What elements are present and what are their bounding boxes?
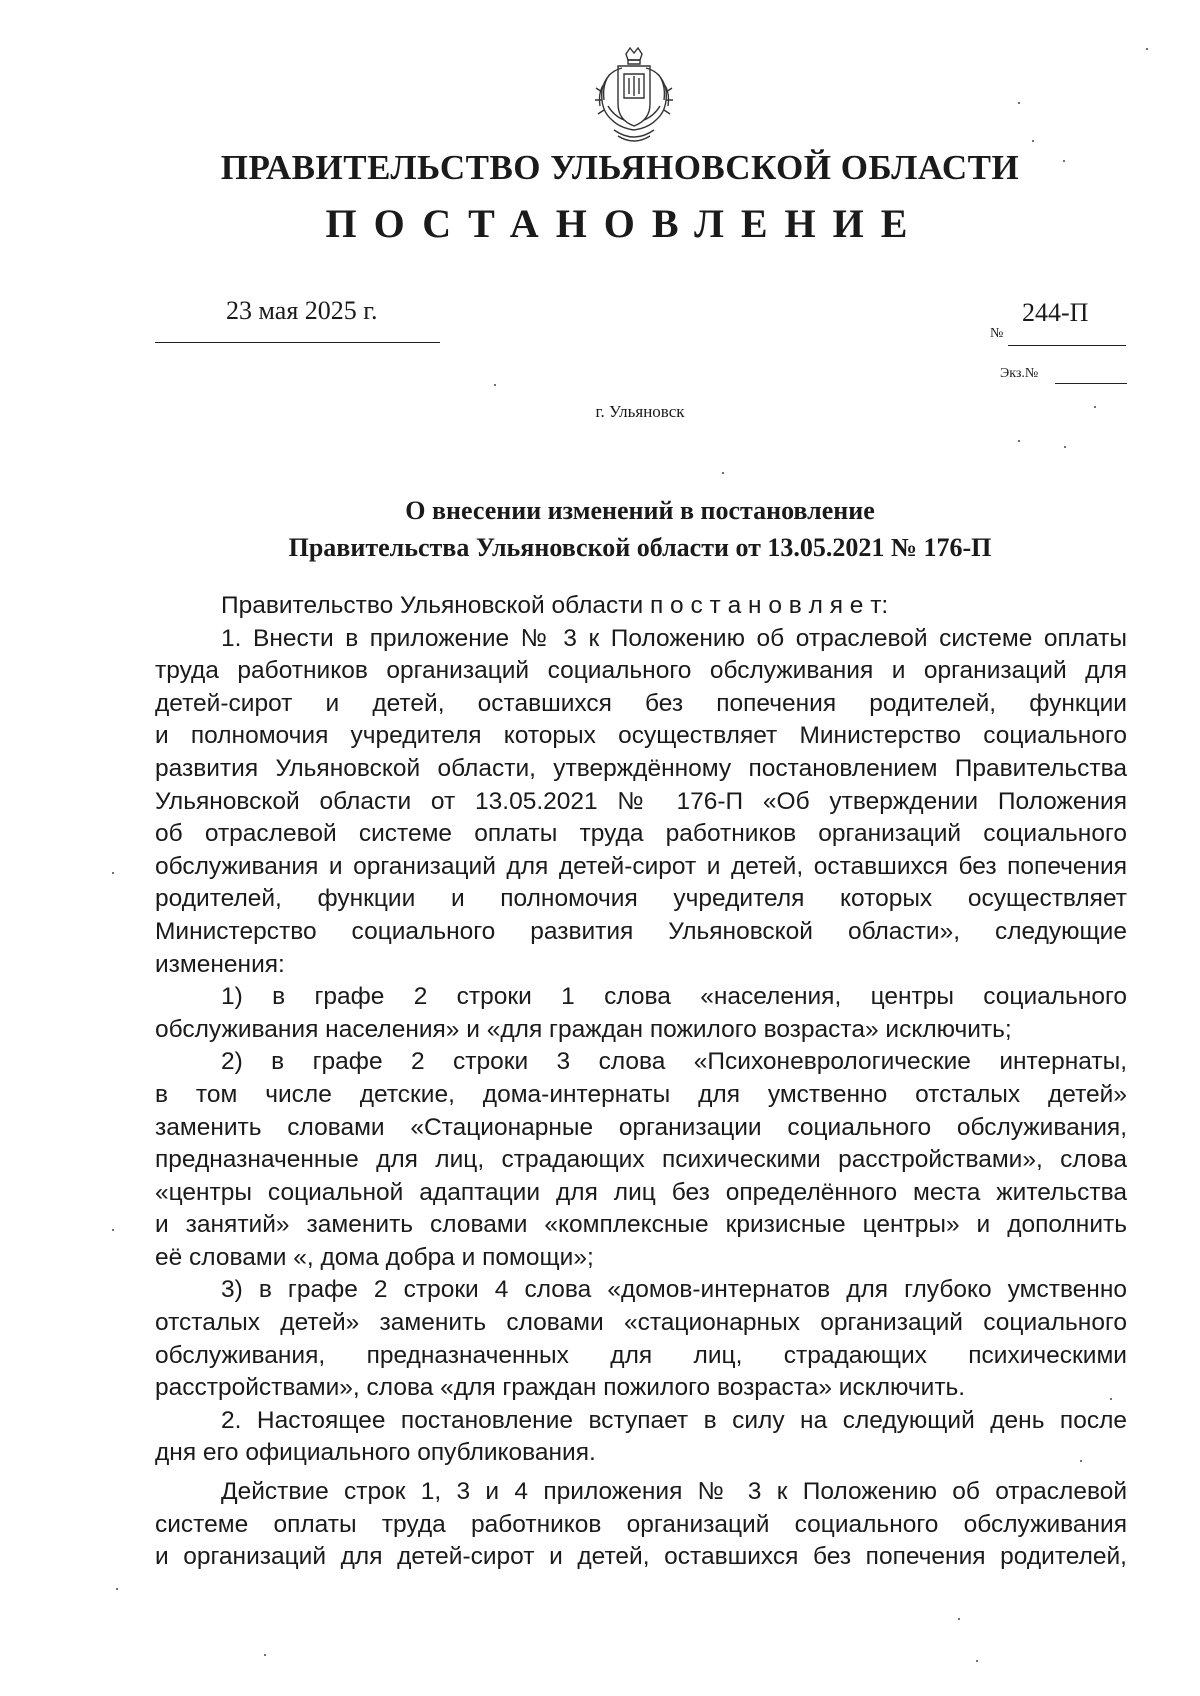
coat-of-arms-icon xyxy=(588,44,680,148)
scan-speck xyxy=(112,872,114,874)
paragraph-line: и организаций для детей-сирот и детей, оставшихся без попечения родителей, xyxy=(155,1543,1127,1571)
scan-speck xyxy=(1018,440,1020,442)
paragraph-line: 2) в графе 2 строки 3 слова «Психоневрологические интернаты, xyxy=(221,1048,1127,1076)
scan-speck xyxy=(116,1588,118,1590)
copy-number-underline xyxy=(1055,383,1127,384)
scan-speck xyxy=(1110,1398,1112,1400)
scan-speck xyxy=(958,1618,960,1620)
scan-speck xyxy=(1064,446,1066,448)
paragraph-line: детей-сирот и детей, оставшихся без попечения родителей, функции xyxy=(155,689,1127,717)
document-body xyxy=(155,590,1127,1574)
scan-speck xyxy=(722,472,724,474)
paragraph-line: предназначенные для лиц, страдающих психическими расстройствами», слова xyxy=(155,1146,1127,1174)
paragraph-line: в том числе детские, дома-интернаты для умственно отсталых детей» xyxy=(155,1080,1127,1108)
paragraph-line: об отраслевой системе оплаты труда работников организаций социального xyxy=(155,820,1127,848)
government-title: ПРАВИТЕЛЬСТВО УЛЬЯНОВСКОЙ ОБЛАСТИ xyxy=(220,148,1020,187)
paragraph-line: Действие строк 1, 3 и 4 приложения № 3 к Положению об отраслевой xyxy=(221,1478,1127,1506)
document-subject xyxy=(0,492,1200,566)
number-underline xyxy=(1008,345,1126,346)
paragraph-line: и полномочия учредителя которых осуществляет Министерство социального xyxy=(155,722,1127,750)
paragraph-line: 1) в графе 2 строки 1 слова «населения, центры социального xyxy=(221,983,1127,1011)
paragraph-line: её словами «, дома добра и помощи»; xyxy=(155,1243,594,1271)
paragraph-line: заменить словами «Стационарные организации социального обслуживания, xyxy=(155,1113,1127,1141)
document-number: 244-П xyxy=(1022,298,1089,327)
scan-speck xyxy=(1018,102,1020,104)
paragraph-line: отсталых детей» заменить словами «стационарных организаций социального xyxy=(155,1309,1127,1337)
paragraph-line: 3) в графе 2 строки 4 слова «домов-интернатов для глубоко умственно xyxy=(221,1276,1127,1304)
number-label: № xyxy=(990,326,1004,341)
paragraph-line: Министерство социального развития Ульяновской области», следующие xyxy=(155,917,1127,945)
paragraph-line: дня его официального опубликования. xyxy=(155,1439,596,1467)
paragraph-line: труда работников организаций социального обслуживания и организаций для xyxy=(155,657,1127,685)
paragraph-line: и занятий» заменить словами «комплексные кризисные центры» и дополнить xyxy=(155,1211,1127,1239)
scan-speck xyxy=(1063,160,1065,162)
document-city: г. Ульяновск xyxy=(595,402,685,421)
paragraph-line: обслуживания населения» и «для граждан пожилого возраста» исключить; xyxy=(155,1015,1012,1043)
paragraph-line: родителей, функции и полномочия учредителя которых осуществляет xyxy=(155,885,1127,913)
subject-line: Правительства Ульяновской области от 13.05.2021 № 176-П xyxy=(288,533,992,562)
paragraph-line: развития Ульяновской области, утверждённому постановлением Правительства xyxy=(155,754,1127,782)
paragraph-line: Ульяновской области от 13.05.2021 № 176-П «Об утверждении Положения xyxy=(155,787,1127,815)
scan-speck xyxy=(264,1654,266,1656)
paragraph-line: 2. Настоящее постановление вступает в силу на следующий день после xyxy=(221,1406,1127,1434)
paragraph-line: 1. Внести в приложение № 3 к Положению об отраслевой системе оплаты xyxy=(221,624,1127,652)
paragraph-line: обслуживания и организаций для детей-сирот и детей, оставшихся без попечения xyxy=(155,852,1127,880)
paragraph-line: изменения: xyxy=(155,950,285,978)
scan-speck xyxy=(1080,1460,1082,1462)
scan-speck xyxy=(1032,140,1034,142)
scan-speck xyxy=(1146,48,1148,50)
scan-speck xyxy=(112,1229,114,1231)
document-date: 23 мая 2025 г. xyxy=(226,296,378,325)
scan-speck xyxy=(1094,406,1096,408)
copy-number-label: Экз.№ xyxy=(1000,366,1039,381)
scan-speck xyxy=(494,384,496,386)
paragraph-line: «центры социальной адаптации для лиц без определённого места жительства xyxy=(155,1178,1127,1206)
preamble: Правительство Ульяновской области п о с т а н о в л я е т: xyxy=(221,592,889,619)
date-underline xyxy=(155,342,440,343)
paragraph-line: расстройствами», слова «для граждан пожилого возраста» исключить. xyxy=(155,1374,966,1402)
document-type-title: ПОСТАНОВЛЕНИЕ xyxy=(325,201,925,246)
scan-speck xyxy=(976,1660,978,1662)
subject-line: О внесении изменений в постановление xyxy=(405,496,875,525)
paragraph-line: системе оплаты труда работников организаций социального обслуживания xyxy=(155,1510,1127,1538)
paragraph-line: обслуживания, предназначенных для лиц, страдающих психическими xyxy=(155,1341,1127,1369)
